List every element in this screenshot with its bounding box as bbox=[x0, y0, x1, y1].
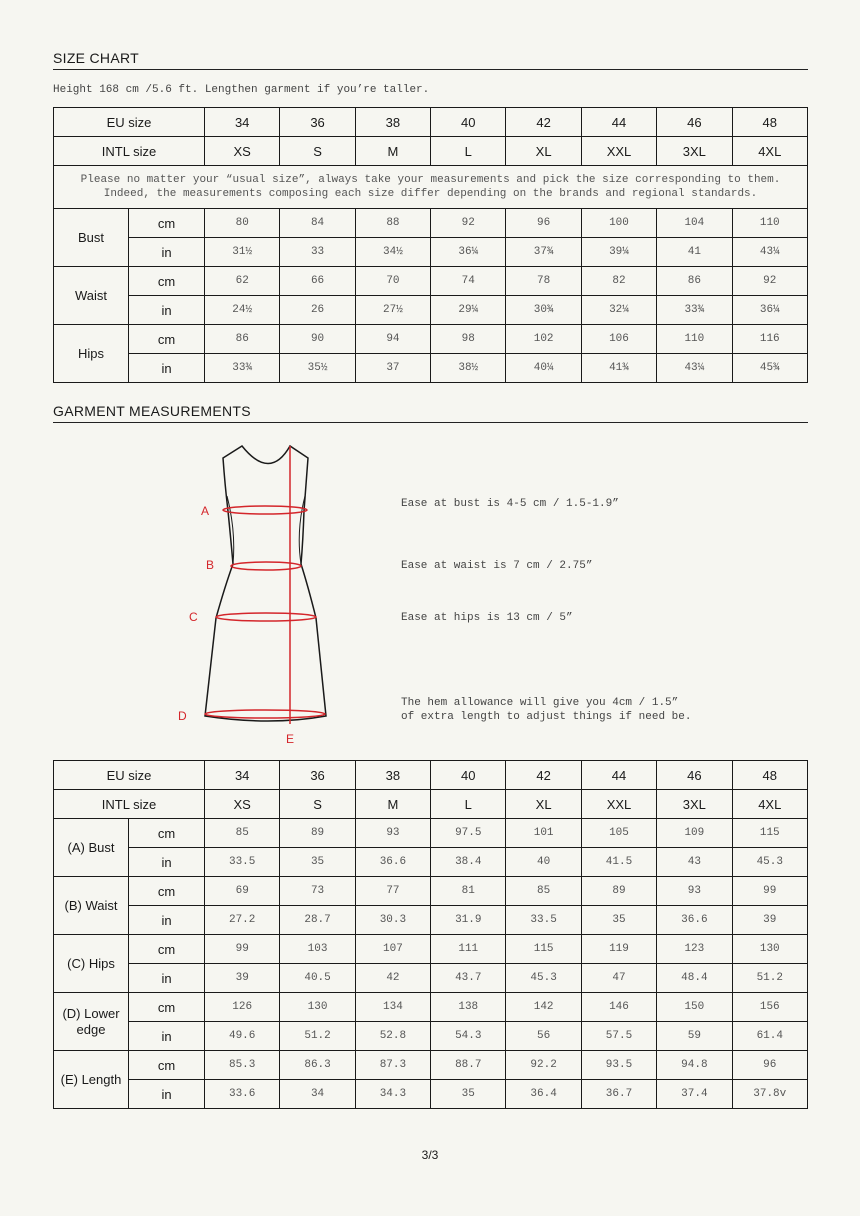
value-in-cell: 40 bbox=[506, 848, 581, 877]
measurement-row-in bbox=[54, 848, 808, 877]
unit-cm-label: cm bbox=[129, 935, 205, 964]
eu-size-cell: 48 bbox=[732, 761, 807, 790]
size-advice-row bbox=[54, 166, 808, 209]
value-in-cell: 34.3 bbox=[355, 1080, 430, 1109]
garment-eu-size-label: EU size bbox=[54, 761, 205, 790]
value-cm-cell: 78 bbox=[506, 267, 581, 296]
eu-size-cell: 46 bbox=[657, 108, 732, 137]
value-in-cell: 51.2 bbox=[280, 1022, 355, 1051]
value-cm-cell: 66 bbox=[280, 267, 355, 296]
measurement-row-in bbox=[54, 964, 808, 993]
value-cm-cell: 110 bbox=[732, 209, 807, 238]
eu-size-cell: 38 bbox=[355, 108, 430, 137]
unit-cm-label: cm bbox=[129, 325, 205, 354]
value-in-cell: 45.3 bbox=[732, 848, 807, 877]
value-cm-cell: 92.2 bbox=[506, 1051, 581, 1080]
eu-size-row bbox=[54, 108, 808, 137]
value-cm-cell: 111 bbox=[431, 935, 506, 964]
value-in-cell: 36.4 bbox=[506, 1080, 581, 1109]
value-cm-cell: 134 bbox=[355, 993, 430, 1022]
measurement-row-cm bbox=[54, 325, 808, 354]
ease-waist-note: Ease at waist is 7 cm / 2.75” bbox=[401, 560, 593, 572]
unit-in-label: in bbox=[129, 354, 205, 383]
value-cm-cell: 90 bbox=[280, 325, 355, 354]
value-cm-cell: 105 bbox=[581, 819, 656, 848]
garment-measurements-table bbox=[53, 760, 808, 1109]
intl-size-cell: 4XL bbox=[732, 790, 807, 819]
value-cm-cell: 80 bbox=[205, 209, 280, 238]
value-in-cell: 33.6 bbox=[205, 1080, 280, 1109]
value-cm-cell: 84 bbox=[280, 209, 355, 238]
value-in-cell: 38.4 bbox=[431, 848, 506, 877]
value-in-cell: 43¼ bbox=[657, 354, 732, 383]
value-cm-cell: 92 bbox=[732, 267, 807, 296]
value-cm-cell: 89 bbox=[581, 877, 656, 906]
value-in-cell: 41.5 bbox=[581, 848, 656, 877]
unit-in-label: in bbox=[129, 1022, 205, 1051]
unit-cm-label: cm bbox=[129, 819, 205, 848]
value-in-cell: 27½ bbox=[355, 296, 430, 325]
hem-measure-line bbox=[205, 710, 325, 718]
value-in-cell: 35 bbox=[581, 906, 656, 935]
measurement-row-cm bbox=[54, 877, 808, 906]
value-in-cell: 31½ bbox=[205, 238, 280, 267]
value-cm-cell: 100 bbox=[581, 209, 656, 238]
intl-size-cell: M bbox=[355, 137, 430, 166]
value-cm-cell: 85 bbox=[205, 819, 280, 848]
measurement-row-cm bbox=[54, 267, 808, 296]
value-in-cell: 61.4 bbox=[732, 1022, 807, 1051]
measurement-row-in bbox=[54, 906, 808, 935]
value-in-cell: 39 bbox=[205, 964, 280, 993]
value-in-cell: 47 bbox=[581, 964, 656, 993]
measurement-row-cm bbox=[54, 935, 808, 964]
value-in-cell: 43¼ bbox=[732, 238, 807, 267]
value-in-cell: 57.5 bbox=[581, 1022, 656, 1051]
value-in-cell: 36¼ bbox=[732, 296, 807, 325]
value-cm-cell: 115 bbox=[732, 819, 807, 848]
label-d: D bbox=[178, 709, 187, 723]
eu-size-cell: 46 bbox=[657, 761, 732, 790]
value-cm-cell: 73 bbox=[280, 877, 355, 906]
value-cm-cell: 96 bbox=[732, 1051, 807, 1080]
measurement-row-in bbox=[54, 296, 808, 325]
value-cm-cell: 85 bbox=[506, 877, 581, 906]
bust-measure-line bbox=[223, 506, 307, 514]
value-cm-cell: 106 bbox=[581, 325, 656, 354]
dress-diagram bbox=[170, 436, 370, 748]
value-cm-cell: 87.3 bbox=[355, 1051, 430, 1080]
size-chart-table bbox=[53, 107, 808, 383]
measurement-label: (E) Length bbox=[54, 1051, 129, 1109]
unit-cm-label: cm bbox=[129, 267, 205, 296]
measurement-label: (B) Waist bbox=[54, 877, 129, 935]
value-cm-cell: 126 bbox=[205, 993, 280, 1022]
value-in-cell: 33.5 bbox=[205, 848, 280, 877]
value-cm-cell: 99 bbox=[732, 877, 807, 906]
value-cm-cell: 81 bbox=[431, 877, 506, 906]
dress-outline bbox=[205, 446, 326, 721]
value-in-cell: 31.9 bbox=[431, 906, 506, 935]
value-cm-cell: 98 bbox=[431, 325, 506, 354]
intl-size-cell: S bbox=[280, 137, 355, 166]
value-in-cell: 26 bbox=[280, 296, 355, 325]
value-in-cell: 49.6 bbox=[205, 1022, 280, 1051]
unit-in-label: in bbox=[129, 906, 205, 935]
value-cm-cell: 130 bbox=[732, 935, 807, 964]
size-chart-title: SIZE CHART bbox=[53, 50, 808, 70]
value-cm-cell: 150 bbox=[657, 993, 732, 1022]
intl-size-cell: 3XL bbox=[657, 790, 732, 819]
value-in-cell: 33.5 bbox=[506, 906, 581, 935]
value-cm-cell: 86.3 bbox=[280, 1051, 355, 1080]
unit-in-label: in bbox=[129, 296, 205, 325]
eu-size-cell: 44 bbox=[581, 108, 656, 137]
value-cm-cell: 93.5 bbox=[581, 1051, 656, 1080]
intl-size-row bbox=[54, 137, 808, 166]
value-in-cell: 40¼ bbox=[506, 354, 581, 383]
value-cm-cell: 69 bbox=[205, 877, 280, 906]
garment-measurements-title: GARMENT MEASUREMENTS bbox=[53, 403, 808, 423]
value-cm-cell: 85.3 bbox=[205, 1051, 280, 1080]
value-in-cell: 37.4 bbox=[657, 1080, 732, 1109]
value-in-cell: 35 bbox=[431, 1080, 506, 1109]
hem-allowance-note bbox=[401, 696, 691, 724]
value-cm-cell: 138 bbox=[431, 993, 506, 1022]
value-cm-cell: 86 bbox=[205, 325, 280, 354]
unit-cm-label: cm bbox=[129, 877, 205, 906]
measurement-row-cm bbox=[54, 819, 808, 848]
measurement-label: (C) Hips bbox=[54, 935, 129, 993]
eu-size-cell: 44 bbox=[581, 761, 656, 790]
value-cm-cell: 119 bbox=[581, 935, 656, 964]
value-cm-cell: 142 bbox=[506, 993, 581, 1022]
value-cm-cell: 101 bbox=[506, 819, 581, 848]
value-in-cell: 34 bbox=[280, 1080, 355, 1109]
measurement-row-cm bbox=[54, 1051, 808, 1080]
garment-intl-size-label: INTL size bbox=[54, 790, 205, 819]
unit-in-label: in bbox=[129, 964, 205, 993]
value-in-cell: 42 bbox=[355, 964, 430, 993]
measurement-row-in bbox=[54, 354, 808, 383]
value-in-cell: 54.3 bbox=[431, 1022, 506, 1051]
eu-size-cell: 42 bbox=[506, 108, 581, 137]
value-cm-cell: 97.5 bbox=[431, 819, 506, 848]
value-in-cell: 30¾ bbox=[506, 296, 581, 325]
value-in-cell: 41¾ bbox=[581, 354, 656, 383]
size-advice-message bbox=[54, 166, 808, 209]
intl-size-cell: L bbox=[431, 790, 506, 819]
value-cm-cell: 109 bbox=[657, 819, 732, 848]
eu-size-cell: 34 bbox=[205, 108, 280, 137]
value-in-cell: 33¾ bbox=[657, 296, 732, 325]
unit-cm-label: cm bbox=[129, 993, 205, 1022]
value-cm-cell: 110 bbox=[657, 325, 732, 354]
measurement-label: Hips bbox=[54, 325, 129, 383]
value-in-cell: 39 bbox=[732, 906, 807, 935]
intl-size-cell: M bbox=[355, 790, 430, 819]
value-cm-cell: 104 bbox=[657, 209, 732, 238]
value-in-cell: 33¾ bbox=[205, 354, 280, 383]
value-cm-cell: 107 bbox=[355, 935, 430, 964]
eu-size-cell: 48 bbox=[732, 108, 807, 137]
height-note: Height 168 cm /5.6 ft. Lengthen garment if you’re taller. bbox=[53, 84, 430, 96]
value-in-cell: 36.7 bbox=[581, 1080, 656, 1109]
eu-size-cell: 40 bbox=[431, 761, 506, 790]
value-cm-cell: 82 bbox=[581, 267, 656, 296]
ease-hips-note: Ease at hips is 13 cm / 5” bbox=[401, 612, 573, 624]
measurement-label: Bust bbox=[54, 209, 129, 267]
value-in-cell: 37.8v bbox=[732, 1080, 807, 1109]
value-in-cell: 32¼ bbox=[581, 296, 656, 325]
value-cm-cell: 103 bbox=[280, 935, 355, 964]
unit-in-label: in bbox=[129, 1080, 205, 1109]
measurement-label: Waist bbox=[54, 267, 129, 325]
value-in-cell: 37¾ bbox=[506, 238, 581, 267]
value-cm-cell: 156 bbox=[732, 993, 807, 1022]
value-cm-cell: 70 bbox=[355, 267, 430, 296]
garment-eu-size-row bbox=[54, 761, 808, 790]
ease-bust-note: Ease at bust is 4-5 cm / 1.5-1.9” bbox=[401, 498, 619, 510]
intl-size-cell: L bbox=[431, 137, 506, 166]
intl-size-cell: XL bbox=[506, 790, 581, 819]
intl-size-cell: XXL bbox=[581, 137, 656, 166]
value-cm-cell: 77 bbox=[355, 877, 430, 906]
hem-note-line-1: The hem allowance will give you 4cm / 1.5” bbox=[401, 697, 679, 709]
intl-size-cell: S bbox=[280, 790, 355, 819]
value-in-cell: 56 bbox=[506, 1022, 581, 1051]
value-cm-cell: 62 bbox=[205, 267, 280, 296]
intl-size-cell: 4XL bbox=[732, 137, 807, 166]
garment-intl-size-row bbox=[54, 790, 808, 819]
page-number: 3/3 bbox=[421, 1148, 439, 1162]
value-cm-cell: 99 bbox=[205, 935, 280, 964]
value-in-cell: 45¾ bbox=[732, 354, 807, 383]
value-in-cell: 48.4 bbox=[657, 964, 732, 993]
value-in-cell: 36¼ bbox=[431, 238, 506, 267]
value-cm-cell: 92 bbox=[431, 209, 506, 238]
eu-size-cell: 42 bbox=[506, 761, 581, 790]
measurement-row-in bbox=[54, 238, 808, 267]
eu-size-label: EU size bbox=[54, 108, 205, 137]
unit-in-label: in bbox=[129, 238, 205, 267]
value-in-cell: 52.8 bbox=[355, 1022, 430, 1051]
value-in-cell: 29¼ bbox=[431, 296, 506, 325]
intl-size-cell: XL bbox=[506, 137, 581, 166]
intl-size-cell: XS bbox=[205, 137, 280, 166]
measurement-label: (A) Bust bbox=[54, 819, 129, 877]
eu-size-cell: 38 bbox=[355, 761, 430, 790]
label-a: A bbox=[201, 504, 210, 518]
intl-size-cell: XXL bbox=[581, 790, 656, 819]
value-in-cell: 28.7 bbox=[280, 906, 355, 935]
value-in-cell: 36.6 bbox=[355, 848, 430, 877]
value-cm-cell: 89 bbox=[280, 819, 355, 848]
value-cm-cell: 146 bbox=[581, 993, 656, 1022]
intl-size-label: INTL size bbox=[54, 137, 205, 166]
value-cm-cell: 88.7 bbox=[431, 1051, 506, 1080]
label-c: C bbox=[189, 610, 198, 624]
value-cm-cell: 123 bbox=[657, 935, 732, 964]
value-in-cell: 30.3 bbox=[355, 906, 430, 935]
eu-size-cell: 40 bbox=[431, 108, 506, 137]
value-in-cell: 59 bbox=[657, 1022, 732, 1051]
value-cm-cell: 93 bbox=[355, 819, 430, 848]
value-cm-cell: 102 bbox=[506, 325, 581, 354]
intl-size-cell: XS bbox=[205, 790, 280, 819]
value-cm-cell: 116 bbox=[732, 325, 807, 354]
value-cm-cell: 130 bbox=[280, 993, 355, 1022]
value-cm-cell: 96 bbox=[506, 209, 581, 238]
value-in-cell: 45.3 bbox=[506, 964, 581, 993]
value-cm-cell: 93 bbox=[657, 877, 732, 906]
value-in-cell: 43 bbox=[657, 848, 732, 877]
value-in-cell: 41 bbox=[657, 238, 732, 267]
value-in-cell: 35 bbox=[280, 848, 355, 877]
eu-size-cell: 36 bbox=[280, 761, 355, 790]
intl-size-cell: 3XL bbox=[657, 137, 732, 166]
measurement-label: (D) Lower edge bbox=[54, 993, 129, 1051]
value-cm-cell: 94 bbox=[355, 325, 430, 354]
value-in-cell: 27.2 bbox=[205, 906, 280, 935]
value-cm-cell: 86 bbox=[657, 267, 732, 296]
value-in-cell: 37 bbox=[355, 354, 430, 383]
value-in-cell: 51.2 bbox=[732, 964, 807, 993]
unit-cm-label: cm bbox=[129, 209, 205, 238]
measurement-row-cm bbox=[54, 209, 808, 238]
value-cm-cell: 74 bbox=[431, 267, 506, 296]
value-in-cell: 43.7 bbox=[431, 964, 506, 993]
eu-size-cell: 34 bbox=[205, 761, 280, 790]
label-b: B bbox=[206, 558, 215, 572]
value-in-cell: 35½ bbox=[280, 354, 355, 383]
size-advice-line-2: Indeed, the measurements composing each size differ depending on the brands and regional standards. bbox=[103, 188, 758, 200]
measurement-row-cm bbox=[54, 993, 808, 1022]
value-in-cell: 39¼ bbox=[581, 238, 656, 267]
unit-in-label: in bbox=[129, 848, 205, 877]
value-cm-cell: 88 bbox=[355, 209, 430, 238]
value-in-cell: 40.5 bbox=[280, 964, 355, 993]
eu-size-cell: 36 bbox=[280, 108, 355, 137]
hips-measure-line bbox=[216, 613, 316, 621]
hem-note-line-2: of extra length to adjust things if need be. bbox=[401, 711, 692, 723]
measurement-row-in bbox=[54, 1022, 808, 1051]
size-advice-line-1: Please no matter your “usual size”, always take your measurements and pick the size corresponding to them. bbox=[80, 174, 781, 186]
value-in-cell: 34½ bbox=[355, 238, 430, 267]
value-in-cell: 33 bbox=[280, 238, 355, 267]
value-cm-cell: 94.8 bbox=[657, 1051, 732, 1080]
value-in-cell: 24½ bbox=[205, 296, 280, 325]
label-e: E bbox=[286, 732, 295, 746]
value-in-cell: 38½ bbox=[431, 354, 506, 383]
value-in-cell: 36.6 bbox=[657, 906, 732, 935]
unit-cm-label: cm bbox=[129, 1051, 205, 1080]
measurement-row-in bbox=[54, 1080, 808, 1109]
value-cm-cell: 115 bbox=[506, 935, 581, 964]
